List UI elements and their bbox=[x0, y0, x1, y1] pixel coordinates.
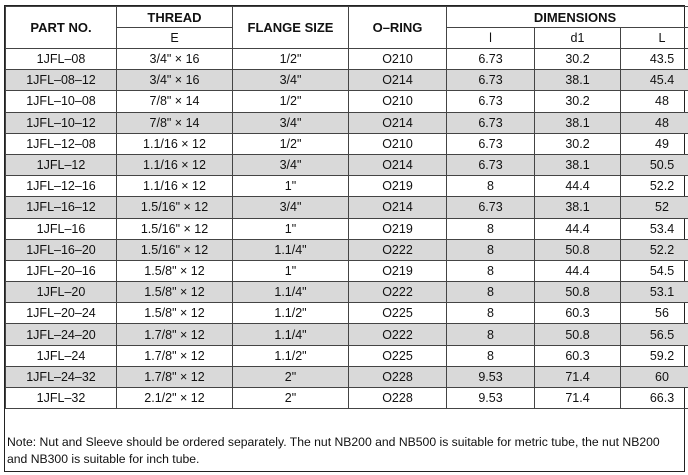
table-row bbox=[6, 303, 688, 324]
thread-cell: 1.5/16" × 12 bbox=[117, 239, 233, 260]
part-no-cell: 1JFL–20 bbox=[6, 282, 117, 303]
part-no-cell: 1JFL–08 bbox=[6, 49, 117, 70]
spec-sheet bbox=[4, 5, 685, 472]
table-row bbox=[6, 133, 688, 154]
o-ring-cell: O222 bbox=[349, 239, 447, 260]
dim-d1-cell: 30.2 bbox=[535, 133, 621, 154]
dim-L-cell: 52 bbox=[621, 197, 688, 218]
flange-size-cell: 2" bbox=[233, 388, 349, 409]
dim-d1-cell: 38.1 bbox=[535, 112, 621, 133]
thread-cell: 1.7/8" × 12 bbox=[117, 324, 233, 345]
flange-size-cell: 1/2" bbox=[233, 91, 349, 112]
header-part-no: PART NO. bbox=[6, 7, 117, 49]
thread-cell: 1.5/16" × 12 bbox=[117, 218, 233, 239]
o-ring-cell: O222 bbox=[349, 324, 447, 345]
o-ring-cell: O210 bbox=[349, 49, 447, 70]
dim-l-cell: 8 bbox=[447, 218, 535, 239]
table-row bbox=[6, 366, 688, 387]
fitting-spec-table bbox=[5, 6, 688, 409]
dim-d1-cell: 50.8 bbox=[535, 239, 621, 260]
flange-size-cell: 3/4" bbox=[233, 197, 349, 218]
dim-L-cell: 45.4 bbox=[621, 70, 688, 91]
dim-L-cell: 60 bbox=[621, 366, 688, 387]
dim-d1-cell: 60.3 bbox=[535, 303, 621, 324]
table-row bbox=[6, 345, 688, 366]
flange-size-cell: 1" bbox=[233, 176, 349, 197]
table-row bbox=[6, 49, 688, 70]
thread-cell: 1.5/8" × 12 bbox=[117, 282, 233, 303]
flange-size-cell: 1.1/4" bbox=[233, 324, 349, 345]
dim-l-cell: 6.73 bbox=[447, 112, 535, 133]
dim-l-cell: 9.53 bbox=[447, 366, 535, 387]
o-ring-cell: O219 bbox=[349, 176, 447, 197]
header-dim-l: l bbox=[447, 28, 535, 49]
table-row bbox=[6, 197, 688, 218]
dim-L-cell: 54.5 bbox=[621, 260, 688, 281]
dim-L-cell: 43.5 bbox=[621, 49, 688, 70]
thread-cell: 7/8" × 14 bbox=[117, 91, 233, 112]
dim-d1-cell: 44.4 bbox=[535, 260, 621, 281]
table-row bbox=[6, 112, 688, 133]
table-row bbox=[6, 388, 688, 409]
dim-l-cell: 6.73 bbox=[447, 154, 535, 175]
thread-cell: 1.5/8" × 12 bbox=[117, 303, 233, 324]
part-no-cell: 1JFL–10–12 bbox=[6, 112, 117, 133]
dim-L-cell: 66.3 bbox=[621, 388, 688, 409]
dim-L-cell: 52.2 bbox=[621, 176, 688, 197]
flange-size-cell: 1" bbox=[233, 260, 349, 281]
dim-L-cell: 56 bbox=[621, 303, 688, 324]
dim-d1-cell: 60.3 bbox=[535, 345, 621, 366]
dim-l-cell: 8 bbox=[447, 239, 535, 260]
part-no-cell: 1JFL–12–08 bbox=[6, 133, 117, 154]
thread-cell: 1.5/8" × 12 bbox=[117, 260, 233, 281]
flange-size-cell: 3/4" bbox=[233, 70, 349, 91]
part-no-cell: 1JFL–24–32 bbox=[6, 366, 117, 387]
flange-size-cell: 3/4" bbox=[233, 154, 349, 175]
o-ring-cell: O222 bbox=[349, 282, 447, 303]
header-thread: THREAD bbox=[117, 7, 233, 28]
table-row bbox=[6, 218, 688, 239]
flange-size-cell: 1.1/2" bbox=[233, 345, 349, 366]
note-text: Note: Nut and Sleeve should be ordered separately. The nut NB200 and NB500 is suitable for metric tube, the nut NB200 and NB300 is suitable for inch tube. bbox=[7, 435, 660, 466]
o-ring-cell: O210 bbox=[349, 133, 447, 154]
thread-cell: 7/8" × 14 bbox=[117, 112, 233, 133]
dim-d1-cell: 30.2 bbox=[535, 49, 621, 70]
header-flange-size: FLANGE SIZE bbox=[233, 7, 349, 49]
flange-size-cell: 1" bbox=[233, 218, 349, 239]
dim-l-cell: 6.73 bbox=[447, 133, 535, 154]
dim-L-cell: 48 bbox=[621, 112, 688, 133]
o-ring-cell: O210 bbox=[349, 91, 447, 112]
part-no-cell: 1JFL–32 bbox=[6, 388, 117, 409]
table-row bbox=[6, 324, 688, 345]
table-row bbox=[6, 239, 688, 260]
dim-l-cell: 8 bbox=[447, 176, 535, 197]
part-no-cell: 1JFL–24–20 bbox=[6, 324, 117, 345]
dim-d1-cell: 38.1 bbox=[535, 70, 621, 91]
dim-l-cell: 8 bbox=[447, 303, 535, 324]
dim-l-cell: 6.73 bbox=[447, 49, 535, 70]
dim-d1-cell: 38.1 bbox=[535, 154, 621, 175]
o-ring-cell: O214 bbox=[349, 154, 447, 175]
dim-d1-cell: 30.2 bbox=[535, 91, 621, 112]
header-dim-d1: d1 bbox=[535, 28, 621, 49]
dim-L-cell: 53.1 bbox=[621, 282, 688, 303]
thread-cell: 3/4" × 16 bbox=[117, 49, 233, 70]
dim-d1-cell: 50.8 bbox=[535, 282, 621, 303]
flange-size-cell: 1/2" bbox=[233, 49, 349, 70]
dim-l-cell: 8 bbox=[447, 260, 535, 281]
header-dim-L: L bbox=[621, 28, 688, 49]
dim-d1-cell: 71.4 bbox=[535, 388, 621, 409]
dim-L-cell: 52.2 bbox=[621, 239, 688, 260]
flange-size-cell: 1/2" bbox=[233, 133, 349, 154]
part-no-cell: 1JFL–08–12 bbox=[6, 70, 117, 91]
thread-cell: 1.7/8" × 12 bbox=[117, 366, 233, 387]
dim-l-cell: 6.73 bbox=[447, 70, 535, 91]
table-row bbox=[6, 70, 688, 91]
dim-l-cell: 8 bbox=[447, 345, 535, 366]
dim-L-cell: 59.2 bbox=[621, 345, 688, 366]
dim-L-cell: 50.5 bbox=[621, 154, 688, 175]
o-ring-cell: O214 bbox=[349, 197, 447, 218]
part-no-cell: 1JFL–16–20 bbox=[6, 239, 117, 260]
flange-size-cell: 2" bbox=[233, 366, 349, 387]
part-no-cell: 1JFL–20–24 bbox=[6, 303, 117, 324]
thread-cell: 1.1/16 × 12 bbox=[117, 133, 233, 154]
dim-d1-cell: 44.4 bbox=[535, 218, 621, 239]
o-ring-cell: O219 bbox=[349, 218, 447, 239]
part-no-cell: 1JFL–24 bbox=[6, 345, 117, 366]
o-ring-cell: O225 bbox=[349, 345, 447, 366]
dim-L-cell: 56.5 bbox=[621, 324, 688, 345]
o-ring-cell: O228 bbox=[349, 388, 447, 409]
o-ring-cell: O214 bbox=[349, 112, 447, 133]
table-row bbox=[6, 260, 688, 281]
dim-l-cell: 9.53 bbox=[447, 388, 535, 409]
thread-cell: 1.1/16 × 12 bbox=[117, 154, 233, 175]
header-thread-e: E bbox=[117, 28, 233, 49]
header-o-ring: O–RING bbox=[349, 7, 447, 49]
o-ring-cell: O225 bbox=[349, 303, 447, 324]
flange-size-cell: 1.1/4" bbox=[233, 282, 349, 303]
dim-l-cell: 6.73 bbox=[447, 197, 535, 218]
part-no-cell: 1JFL–12–16 bbox=[6, 176, 117, 197]
table-row bbox=[6, 91, 688, 112]
part-no-cell: 1JFL–16–12 bbox=[6, 197, 117, 218]
flange-size-cell: 1.1/2" bbox=[233, 303, 349, 324]
part-no-cell: 1JFL–16 bbox=[6, 218, 117, 239]
dim-d1-cell: 38.1 bbox=[535, 197, 621, 218]
dim-L-cell: 53.4 bbox=[621, 218, 688, 239]
table-row bbox=[6, 154, 688, 175]
flange-size-cell: 3/4" bbox=[233, 112, 349, 133]
dim-L-cell: 49 bbox=[621, 133, 688, 154]
table-body bbox=[6, 49, 688, 409]
table-row bbox=[6, 176, 688, 197]
part-no-cell: 1JFL–20–16 bbox=[6, 260, 117, 281]
dim-d1-cell: 50.8 bbox=[535, 324, 621, 345]
dim-l-cell: 8 bbox=[447, 282, 535, 303]
dim-l-cell: 8 bbox=[447, 324, 535, 345]
dim-d1-cell: 71.4 bbox=[535, 366, 621, 387]
dim-L-cell: 48 bbox=[621, 91, 688, 112]
o-ring-cell: O228 bbox=[349, 366, 447, 387]
thread-cell: 3/4" × 16 bbox=[117, 70, 233, 91]
part-no-cell: 1JFL–12 bbox=[6, 154, 117, 175]
part-no-cell: 1JFL–10–08 bbox=[6, 91, 117, 112]
table-row bbox=[6, 282, 688, 303]
dim-d1-cell: 44.4 bbox=[535, 176, 621, 197]
flange-size-cell: 1.1/4" bbox=[233, 239, 349, 260]
o-ring-cell: O219 bbox=[349, 260, 447, 281]
thread-cell: 1.5/16" × 12 bbox=[117, 197, 233, 218]
thread-cell: 1.1/16 × 12 bbox=[117, 176, 233, 197]
thread-cell: 1.7/8" × 12 bbox=[117, 345, 233, 366]
thread-cell: 2.1/2" × 12 bbox=[117, 388, 233, 409]
dim-l-cell: 6.73 bbox=[447, 91, 535, 112]
o-ring-cell: O214 bbox=[349, 70, 447, 91]
header-dimensions: DIMENSIONS bbox=[447, 7, 688, 28]
